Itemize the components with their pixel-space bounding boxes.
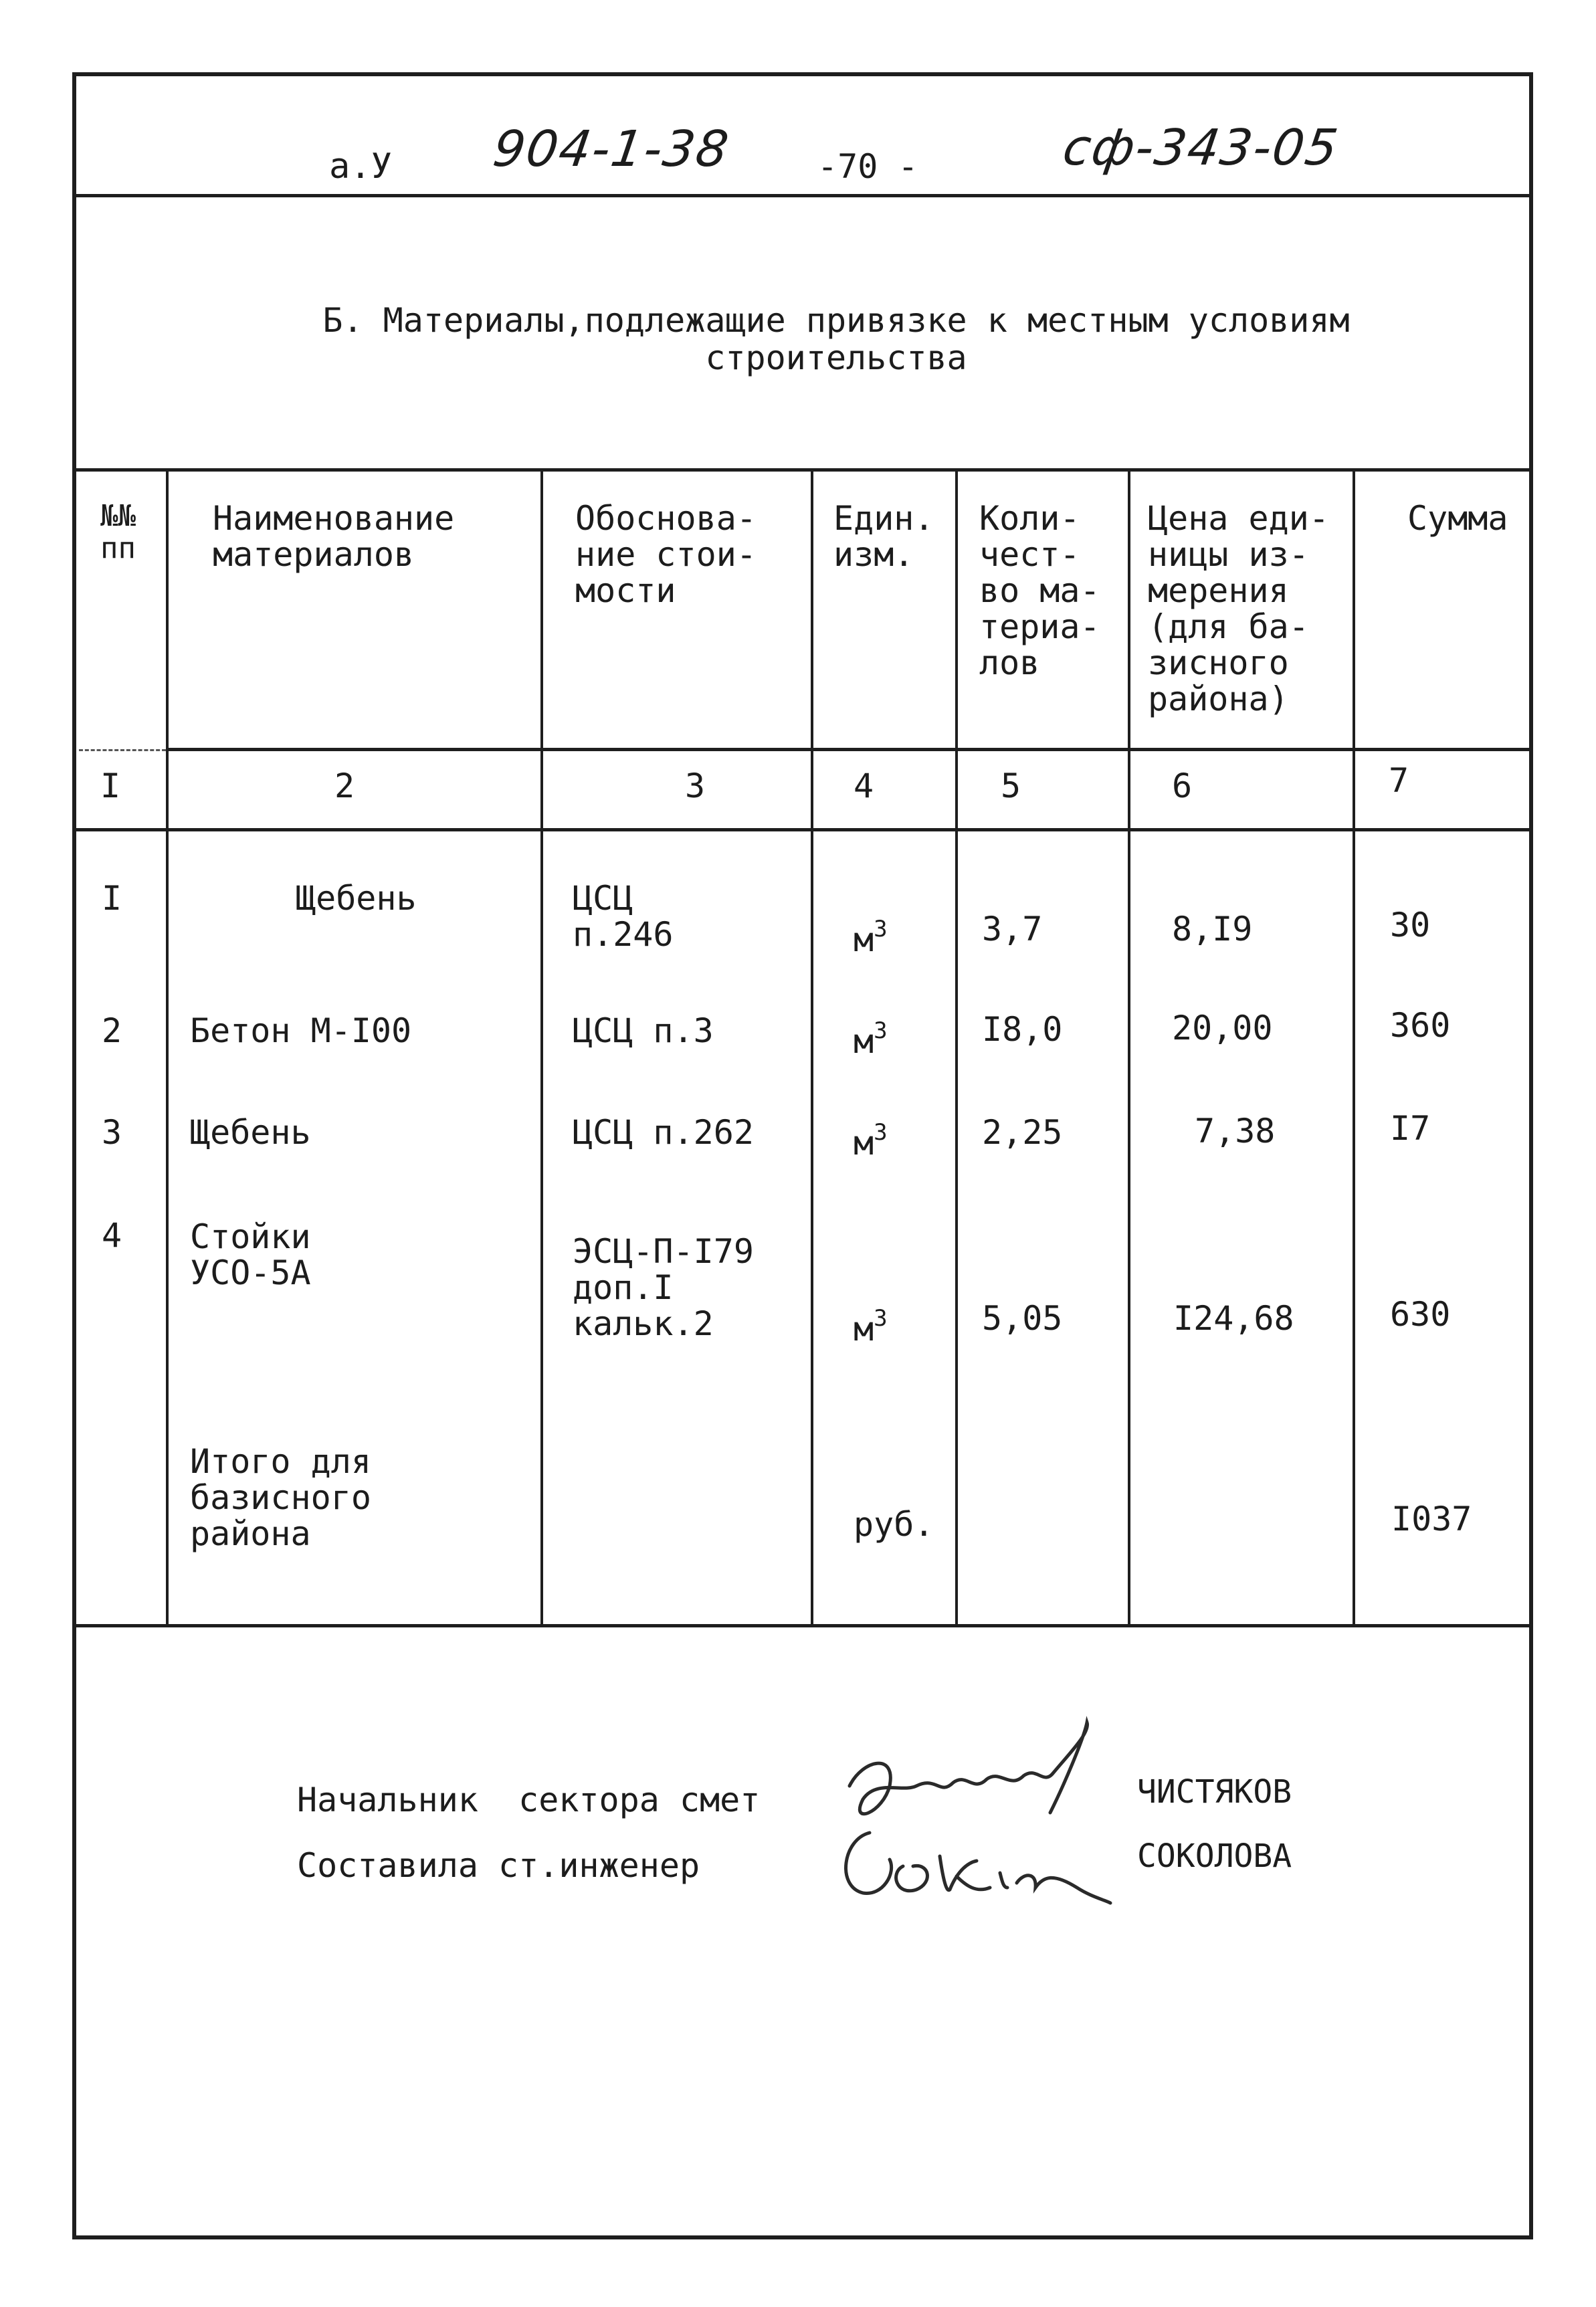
total-label: Итого для базисного района bbox=[190, 1442, 371, 1553]
signature-role-1: Начальник сектора смет bbox=[297, 1781, 761, 1819]
row-unit-value: м bbox=[854, 1310, 874, 1348]
row-unit bbox=[854, 911, 888, 958]
col-divider-2 bbox=[540, 468, 543, 1625]
row-num: 3 bbox=[102, 1113, 122, 1152]
header-rule bbox=[72, 194, 1533, 197]
row-unit-power: 3 bbox=[874, 1017, 888, 1044]
page-frame bbox=[72, 72, 1533, 2239]
handwritten-signatures bbox=[823, 1712, 1130, 1967]
row-name: Щебень bbox=[296, 879, 417, 918]
column-number-1: I bbox=[100, 767, 121, 805]
row-basis: ЦСЦ п.246 bbox=[573, 879, 674, 954]
col-divider-6 bbox=[1353, 468, 1355, 1625]
column-number-5: 5 bbox=[1001, 767, 1021, 805]
row-unit-value: м bbox=[854, 1022, 874, 1061]
row-unit-power: 3 bbox=[874, 1119, 888, 1146]
row-unit-value: м bbox=[854, 1124, 874, 1163]
row-num: I bbox=[102, 879, 122, 918]
header-unit: Един. изм. bbox=[833, 499, 934, 574]
header-price: Цена еди- ницы из- мерения (для ба- зисного района) bbox=[1148, 499, 1329, 718]
series-prefix: а.У bbox=[329, 146, 392, 187]
row-num: 2 bbox=[102, 1011, 122, 1050]
row-sum: 360 bbox=[1390, 1006, 1451, 1045]
row-price: 8,I9 bbox=[1172, 910, 1253, 948]
column-number-3: 3 bbox=[685, 767, 706, 805]
row-sum: 630 bbox=[1390, 1295, 1451, 1334]
row-name: Бетон М-I00 bbox=[190, 1011, 412, 1050]
col-divider-1 bbox=[166, 468, 169, 1625]
page-number: -70 - bbox=[817, 147, 918, 186]
row-qty: 3,7 bbox=[982, 910, 1043, 948]
col-divider-4 bbox=[955, 468, 958, 1625]
column-number-7: 7 bbox=[1389, 761, 1409, 800]
row-name: Стойки УСО-5А bbox=[190, 1217, 311, 1292]
column-number-2: 2 bbox=[334, 767, 355, 805]
row-qty: 2,25 bbox=[982, 1113, 1063, 1152]
column-numbers-top-rule bbox=[166, 748, 1533, 751]
total-unit: руб. bbox=[854, 1505, 934, 1544]
row-qty: I8,0 bbox=[982, 1010, 1063, 1049]
signature-name-1: ЧИСТЯКОВ bbox=[1137, 1773, 1292, 1811]
column-number-4: 4 bbox=[854, 767, 874, 805]
row-unit bbox=[854, 1013, 888, 1060]
row-qty: 5,05 bbox=[982, 1299, 1063, 1338]
col-divider-5 bbox=[1128, 468, 1130, 1625]
column-numbers-top-rule-left bbox=[79, 749, 166, 751]
row-unit-power: 3 bbox=[874, 1305, 888, 1332]
section-title-line2: строительства bbox=[705, 338, 967, 377]
row-num: 4 bbox=[102, 1216, 122, 1255]
section-title-line1: Б. Материалы,подлежащие привязке к местным условиям bbox=[322, 301, 1350, 340]
table-top-rule bbox=[72, 468, 1533, 472]
table-bottom-rule bbox=[72, 1624, 1533, 1627]
row-sum: 30 bbox=[1390, 906, 1431, 944]
row-price: 20,00 bbox=[1172, 1009, 1273, 1047]
row-price: I24,68 bbox=[1173, 1299, 1294, 1338]
header-num: №№ пп bbox=[100, 499, 136, 565]
header-basis: Обоснова- ние стои- мости bbox=[575, 499, 757, 610]
signature-1-stroke bbox=[850, 1722, 1088, 1814]
header-name: Наименование материалов bbox=[213, 499, 455, 574]
project-code: 904-1-38 bbox=[489, 120, 733, 178]
row-name: Щебень bbox=[190, 1113, 311, 1152]
header-qty: Коли- чест- во ма- териа- лов bbox=[979, 499, 1100, 682]
row-unit-power: 3 bbox=[874, 916, 888, 942]
column-numbers-bottom-rule bbox=[72, 828, 1533, 831]
row-unit-value: м bbox=[854, 920, 874, 959]
sheet-code: сф-343-05 bbox=[1059, 119, 1342, 177]
signature-name-2: СОКОЛОВА bbox=[1137, 1837, 1292, 1875]
header-sum: Сумма bbox=[1407, 499, 1508, 538]
row-basis: ЭСЦ-П-I79 доп.I кальк.2 bbox=[573, 1232, 754, 1343]
total-sum: I037 bbox=[1391, 1500, 1472, 1538]
row-unit bbox=[854, 1300, 888, 1347]
row-sum: I7 bbox=[1390, 1109, 1431, 1148]
row-basis: ЦСЦ п.262 bbox=[573, 1113, 754, 1152]
row-unit bbox=[854, 1114, 888, 1161]
row-basis: ЦСЦ п.3 bbox=[573, 1011, 714, 1050]
row-price: 7,38 bbox=[1195, 1112, 1276, 1150]
signature-role-2: Составила ст.инженер bbox=[297, 1846, 700, 1885]
signature-2-stroke bbox=[846, 1833, 1110, 1903]
column-number-6: 6 bbox=[1172, 767, 1193, 805]
col-divider-3 bbox=[811, 468, 813, 1625]
